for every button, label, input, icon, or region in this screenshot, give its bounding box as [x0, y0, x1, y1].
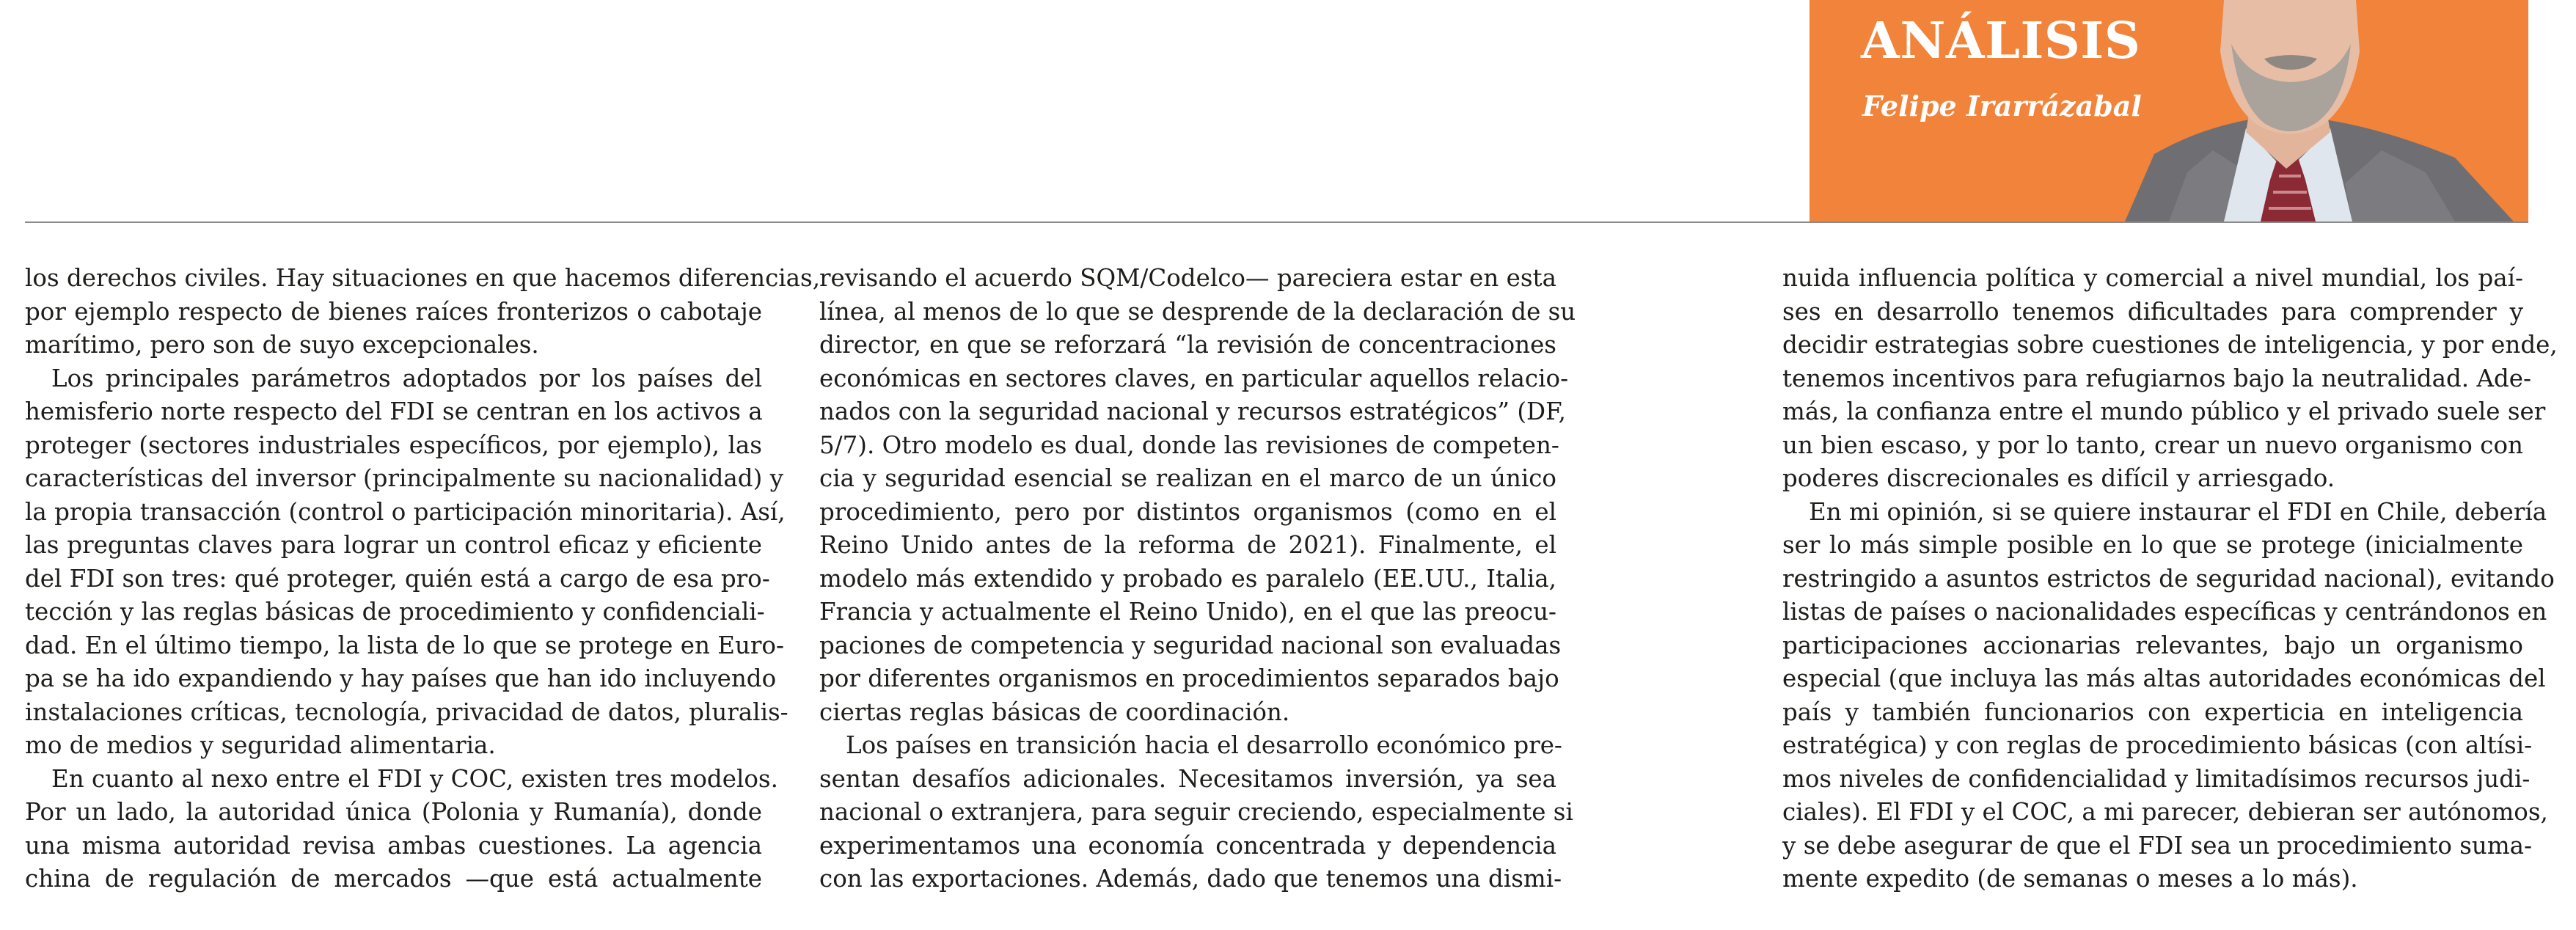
text-line: Los países en transición hacia el desarrollo económico pre-	[846, 731, 1562, 759]
text-line: las preguntas claves para lograr un control eficaz y eficiente	[25, 531, 762, 559]
text-line: director, en que se reforzará “la revisión de concentraciones	[819, 331, 1556, 359]
text-line: hemisferio norte respecto del FDI se centran en los activos a	[25, 398, 763, 425]
text-line: nuida influencia política y comercial a nivel mundial, los paí-	[1782, 264, 2523, 292]
text-line: un bien escaso, y por lo tanto, crear un nuevo organismo con	[1782, 431, 2523, 459]
text-line: pa se ha ido expandiendo y hay países que han ido incluyendo	[25, 664, 777, 692]
text-line: china de regulación de mercados —que está actualmente	[25, 865, 762, 893]
text-line: Los principales parámetros adoptados por los países del	[51, 364, 762, 392]
text-line: mente expedito (de semanas o meses a lo más).	[1782, 865, 2358, 893]
text-line: ser lo más simple posible en lo que se protege (inicialmente	[1782, 531, 2523, 559]
text-line: características del inversor (principalmente su nacionalidad) y	[25, 464, 783, 492]
text-line: 5/7). Otro modelo es dual, donde las revisiones de competen-	[819, 431, 1559, 459]
text-line: línea, al menos de lo que se desprende de la declaración de su	[819, 297, 1576, 326]
text-column-2	[819, 262, 1576, 896]
text-line: una misma autoridad revisa ambas cuestiones. La agencia	[25, 831, 762, 860]
text-line: participaciones accionarias relevantes, bajo un organismo	[1782, 631, 2523, 659]
text-line: los derechos civiles. Hay situaciones en que hacemos diferencias,	[25, 264, 821, 292]
text-line: ses en desarrollo tenemos dificultades para comprender y	[1782, 297, 2523, 326]
text-line: listas de países o nacionalidades específicas y centrándonos en	[1782, 598, 2547, 626]
text-line: proteger (sectores industriales específicos, por ejemplo), las	[25, 431, 762, 459]
text-line: nacional o extranjera, para seguir creciendo, especialmente si	[819, 798, 1573, 826]
text-line: mo de medios y seguridad alimentaria.	[25, 731, 496, 759]
text-line: ciertas reglas básicas de coordinación.	[819, 698, 1290, 726]
header-rule	[25, 221, 2528, 223]
text-line: poderes discrecionales es difícil y arriesgado.	[1782, 464, 2335, 492]
text-line: tección y las reglas básicas de procedimiento y confidenciali-	[25, 598, 765, 626]
text-line: procedimiento, pero por distintos organismos (como en el	[819, 497, 1556, 526]
text-line: En cuanto al nexo entre el FDI y COC, existen tres modelos.	[51, 764, 778, 793]
text-line: paciones de competencia y seguridad nacional son evaluadas	[819, 631, 1562, 659]
text-line: del FDI son tres: qué proteger, quién está a cargo de esa pro-	[25, 564, 770, 593]
text-line: más, la confianza entre el mundo público y el privado suele ser	[1782, 398, 2546, 425]
text-line: especial (que incluya las más altas autoridades económicas del	[1782, 664, 2546, 692]
text-line: nados con la seguridad nacional y recursos estratégicos” (DF,	[819, 398, 1566, 425]
text-column-1	[25, 262, 821, 896]
text-line: tenemos incentivos para refugiarnos bajo la neutralidad. Ade-	[1782, 364, 2531, 392]
text-line: restringido a asuntos estrictos de seguridad nacional), evitando	[1782, 564, 2555, 593]
text-line: por diferentes organismos en procedimientos separados bajo	[819, 664, 1559, 692]
text-line: mos niveles de confidencialidad y limitadísimos recursos judi-	[1782, 764, 2531, 793]
text-line: la propia transacción (control o participación minoritaria). Así,	[25, 497, 786, 526]
text-line: marítimo, pero son de suyo excepcionales.	[25, 331, 539, 359]
text-line: modelo más extendido y probado es paralelo (EE.UU., Italia,	[819, 564, 1556, 593]
text-line: ciales). El FDI y el COC, a mi parecer, debieran ser autónomos,	[1782, 798, 2548, 826]
author-portrait	[2044, 0, 2528, 221]
text-line: y se debe asegurar de que el FDI sea un procedimiento suma-	[1782, 831, 2533, 860]
text-line: experimentamos una economía concentrada y dependencia	[819, 831, 1556, 860]
text-line: por ejemplo respecto de bienes raíces fronterizos o cabotaje	[25, 297, 762, 326]
text-column-3	[1782, 262, 2558, 896]
analysis-banner	[1810, 0, 2528, 221]
text-line: Francia y actualmente el Reino Unido), en el que las preocu-	[819, 598, 1556, 626]
text-line: revisando el acuerdo SQM/Codelco— pareciera estar en esta	[819, 264, 1556, 292]
text-line: instalaciones críticas, tecnología, privacidad de datos, pluralis-	[25, 698, 788, 726]
text-line: dad. En el último tiempo, la lista de lo que se protege en Euro-	[25, 631, 784, 659]
text-line: cia y seguridad esencial se realizan en el marco de un único	[819, 464, 1556, 492]
text-line: decidir estrategias sobre cuestiones de inteligencia, y por ende,	[1782, 331, 2558, 359]
text-line: país y también funcionarios con experticia en inteligencia	[1782, 698, 2523, 726]
text-line: sentan desafíos adicionales. Necesitamos inversión, ya sea	[819, 764, 1556, 793]
text-line: En mi opinión, si se quiere instaurar el FDI en Chile, debería	[1809, 497, 2547, 526]
text-line: Por un lado, la autoridad única (Polonia y Rumanía), donde	[25, 798, 762, 826]
section-title: ANÁLISIS	[1861, 12, 2141, 70]
text-line: económicas en sectores claves, en particular aquellos relacio-	[819, 364, 1569, 392]
text-line: estratégica) y con reglas de procedimiento básicas (con altísi-	[1782, 731, 2533, 759]
text-line: con las exportaciones. Además, dado que tenemos una dismi-	[819, 865, 1562, 893]
text-line: Reino Unido antes de la reforma de 2021). Finalmente, el	[819, 531, 1556, 559]
author-name: Felipe Irarrázabal	[1862, 89, 2142, 122]
